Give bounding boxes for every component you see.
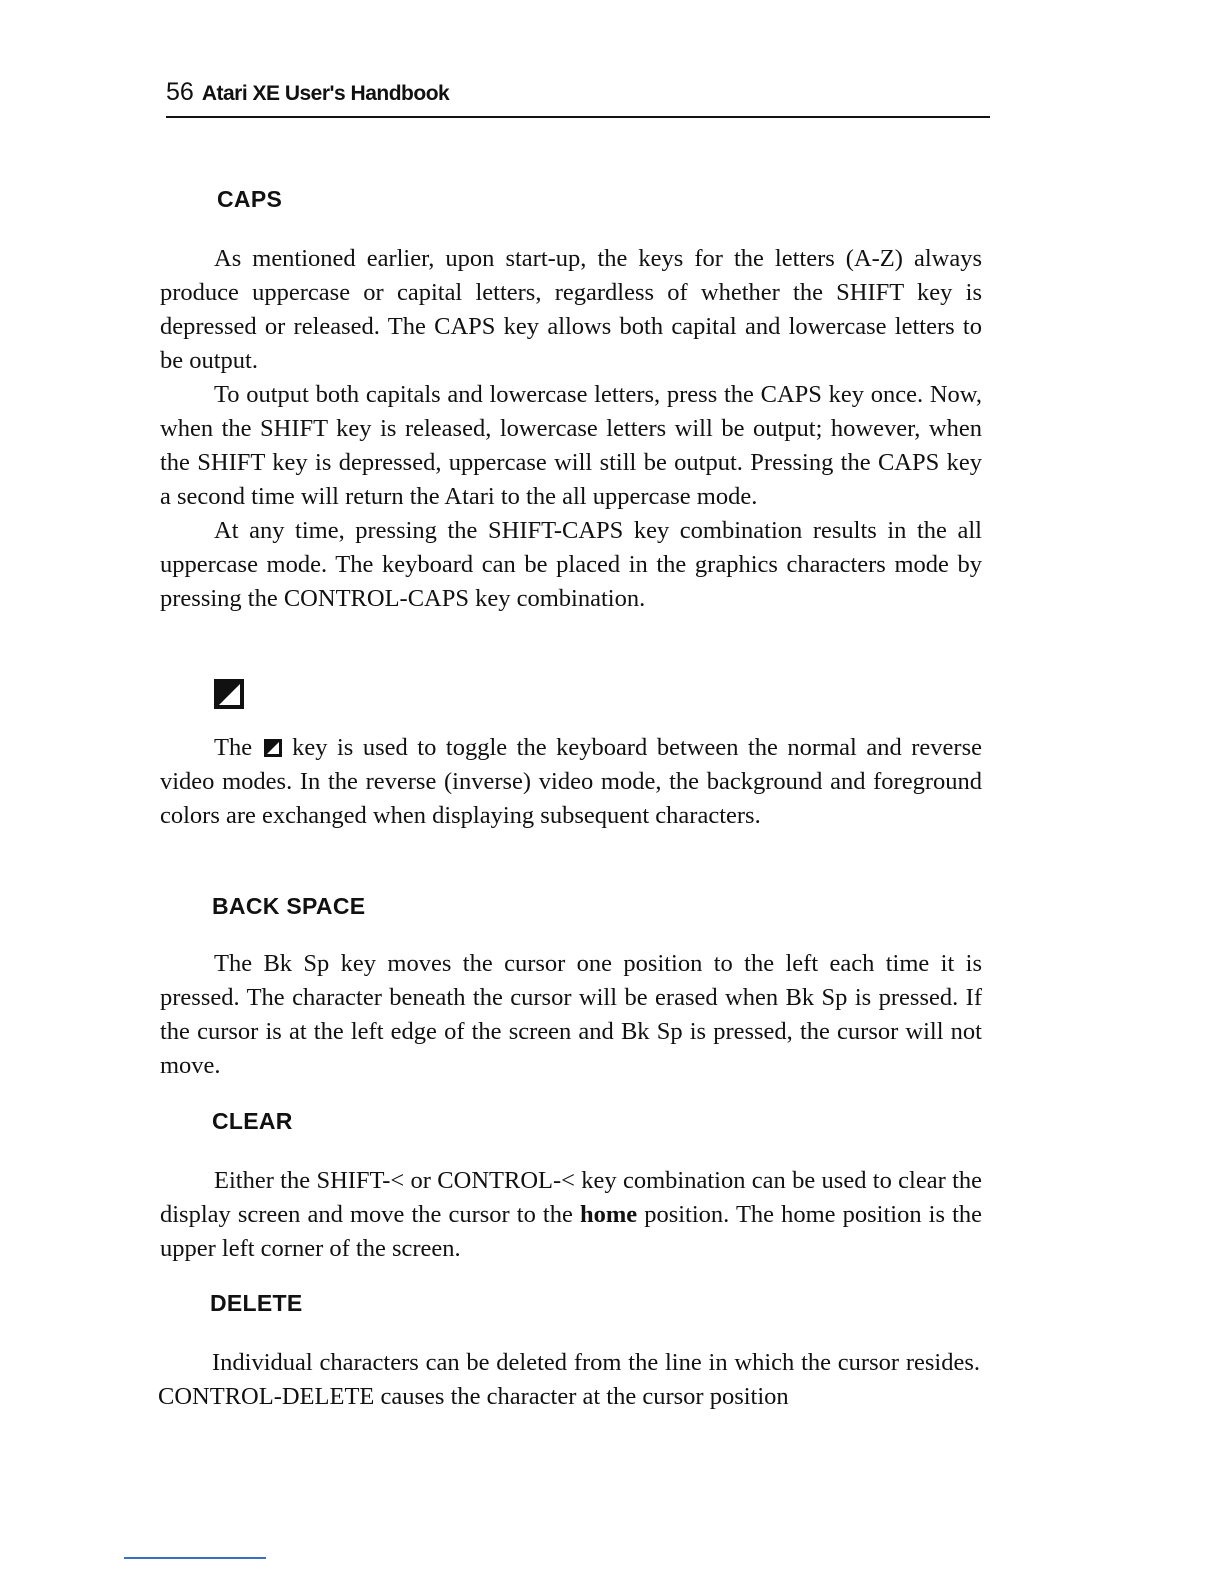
- inverse-section-body: [160, 731, 982, 833]
- inverse-text-before: The: [214, 734, 253, 761]
- heading-delete: DELETE: [210, 1290, 303, 1316]
- caps-section-body: [160, 242, 982, 616]
- clear-term-home: home: [579, 1201, 638, 1228]
- backspace-paragraph: The Bk Sp key moves the cursor one position to the left each time it is pressed. The character beneath the cursor will be erased when Bk Sp is pressed. If the cursor is at the left edge of the screen and Bk Sp is pressed, the cursor will not move.: [160, 950, 982, 1079]
- page-number: 56: [166, 78, 194, 106]
- clear-paragraph: [160, 1164, 982, 1266]
- delete-paragraph: Individual characters can be deleted from the line in which the cursor resides. CONTROL-DELETE causes the character at the cursor position: [158, 1349, 980, 1410]
- running-title: Atari XE User's Handbook: [201, 82, 450, 105]
- heading-caps: CAPS: [217, 186, 283, 212]
- caps-paragraph-2: To output both capitals and lowercase letters, press the CAPS key once. Now, when the SHIFT key is released, lowercase letters will be output; however, when the SHIFT key is depressed, uppercase will still be output. Pressing the CAPS key a second time will return the Atari to the all uppercase mode.: [160, 381, 982, 510]
- clear-section-body: [160, 1164, 982, 1266]
- running-header: [166, 78, 990, 118]
- footer-rule: [124, 1557, 266, 1559]
- heading-clear: CLEAR: [212, 1108, 293, 1134]
- clear-text-before: Either the SHIFT-< or CONTROL-< key combination can be used to clear the display screen and move the cursor to the: [160, 1167, 982, 1228]
- inverse-paragraph: [160, 731, 982, 833]
- inverse-text-after: key is used to toggle the keyboard between the normal and reverse video modes. In the reverse (inverse) video mode, the background and foreground colors are exchanged when displaying subsequent characters.: [160, 734, 982, 829]
- backspace-section-body: [160, 947, 982, 1083]
- clear-text-after: position. The home position is the upper left corner of the screen.: [160, 1201, 983, 1262]
- caps-paragraph-3: At any time, pressing the SHIFT-CAPS key combination results in the all uppercase mode. The keyboard can be placed in the graphics characters mode by pressing the CONTROL-CAPS key combination.: [160, 517, 982, 612]
- heading-back-space: BACK SPACE: [212, 893, 366, 919]
- inverse-video-key-icon: [214, 679, 244, 709]
- delete-section-body: [158, 1346, 980, 1414]
- inverse-video-key-inline-icon: [264, 739, 282, 757]
- caps-paragraph-1: As mentioned earlier, upon start-up, the keys for the letters (A-Z) always produce uppercase or capital letters, regardless of whether the SHIFT key is depressed or released. The CAPS key allows both capital and lowercase letters to be output.: [160, 245, 982, 374]
